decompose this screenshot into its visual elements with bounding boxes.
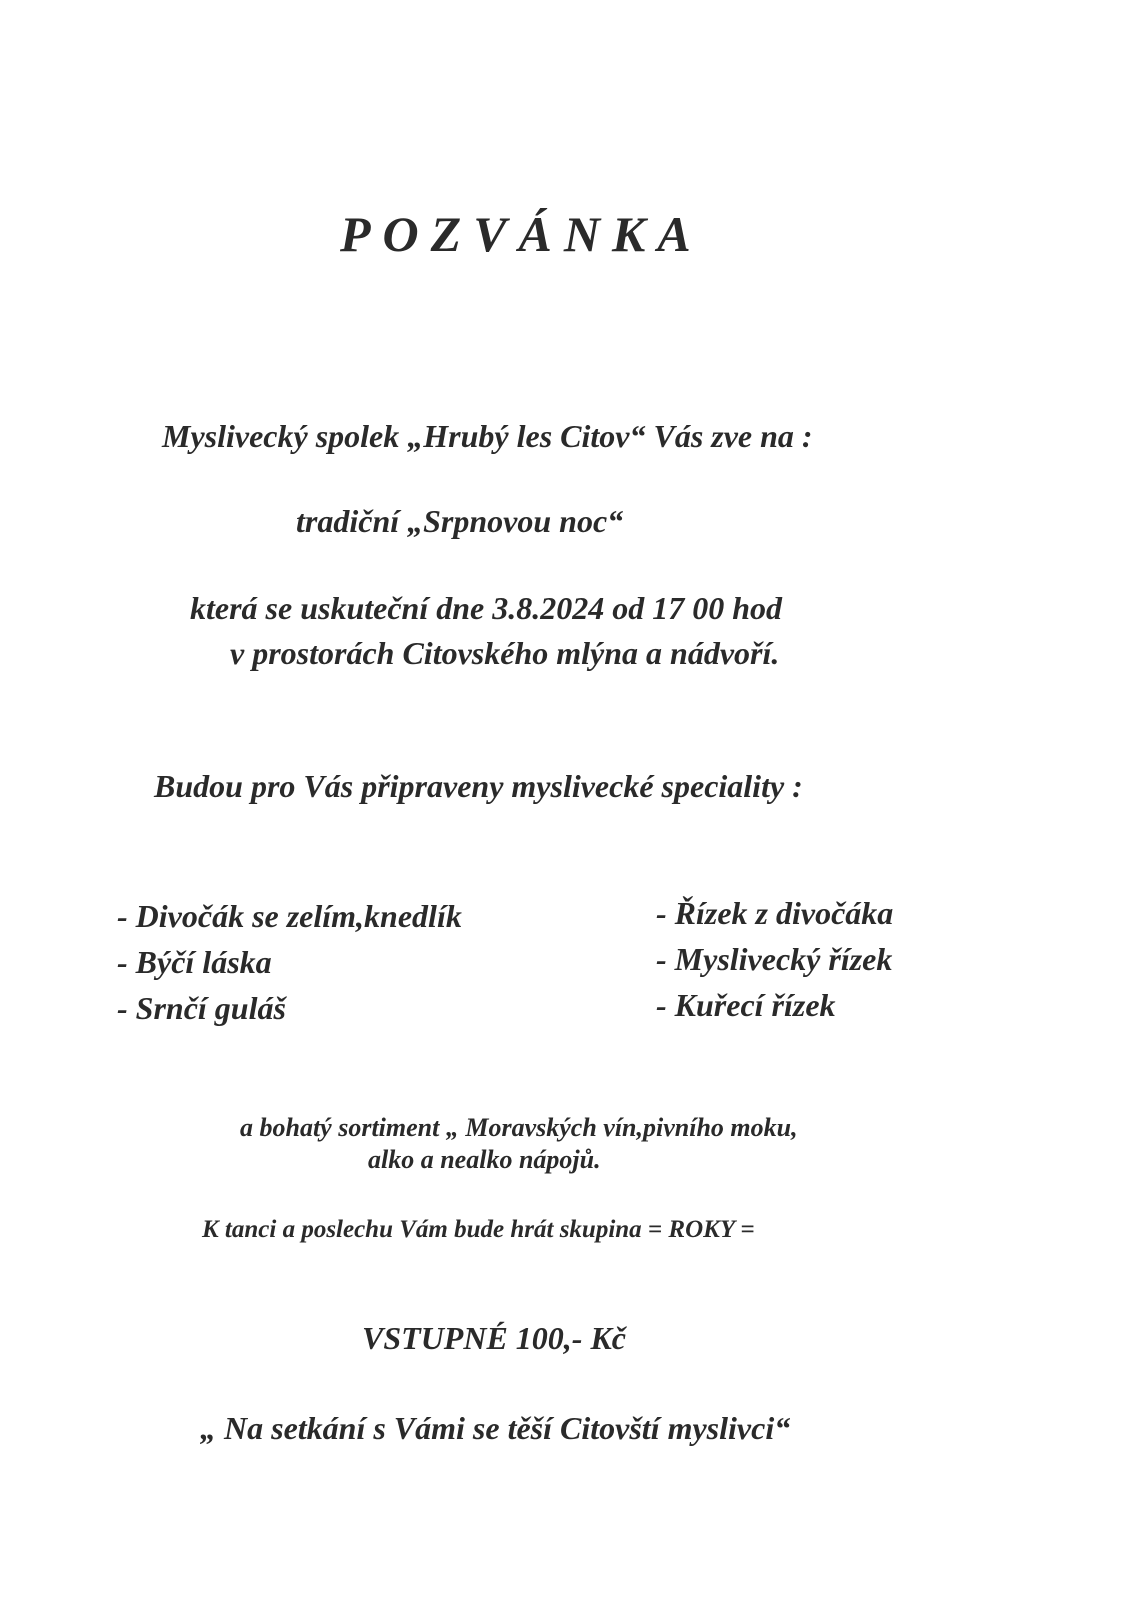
- drinks-line-2: alko a nealko nápojů.: [368, 1145, 601, 1174]
- date-line: která se uskuteční dne 3.8.2024 od 17 00 hod: [190, 590, 783, 626]
- closing-line: „ Na setkání s Vámi se těší Citovští myslivci“: [200, 1410, 791, 1446]
- event-line: tradiční „Srpnovou noc“: [296, 503, 624, 539]
- menu-item: - Myslivecký řízek: [656, 941, 893, 977]
- organizer-line: Myslivecký spolek „Hrubý les Citov“ Vás zve na :: [162, 418, 813, 454]
- menu-item: - Býčí láska: [117, 944, 272, 980]
- invitation-title: POZVÁNKA: [340, 206, 703, 262]
- entry-fee: VSTUPNÉ 100,- Kč: [362, 1320, 626, 1356]
- drinks-line-1: a bohatý sortiment „ Moravských vín,pivního moku,: [240, 1113, 798, 1142]
- specialties-intro: Budou pro Vás připraveny myslivecké speciality :: [154, 768, 803, 804]
- music-line: K tanci a poslechu Vám bude hrát skupina = ROKY =: [202, 1216, 755, 1243]
- menu-item: - Kuřecí řízek: [656, 987, 836, 1023]
- menu-item: - Srnčí guláš: [117, 990, 286, 1026]
- place-line: v prostorách Citovského mlýna a nádvoří.: [230, 635, 780, 671]
- menu-item: - Řízek z divočáka: [656, 895, 894, 931]
- menu-item: - Divočák se zelím,knedlík: [117, 898, 462, 934]
